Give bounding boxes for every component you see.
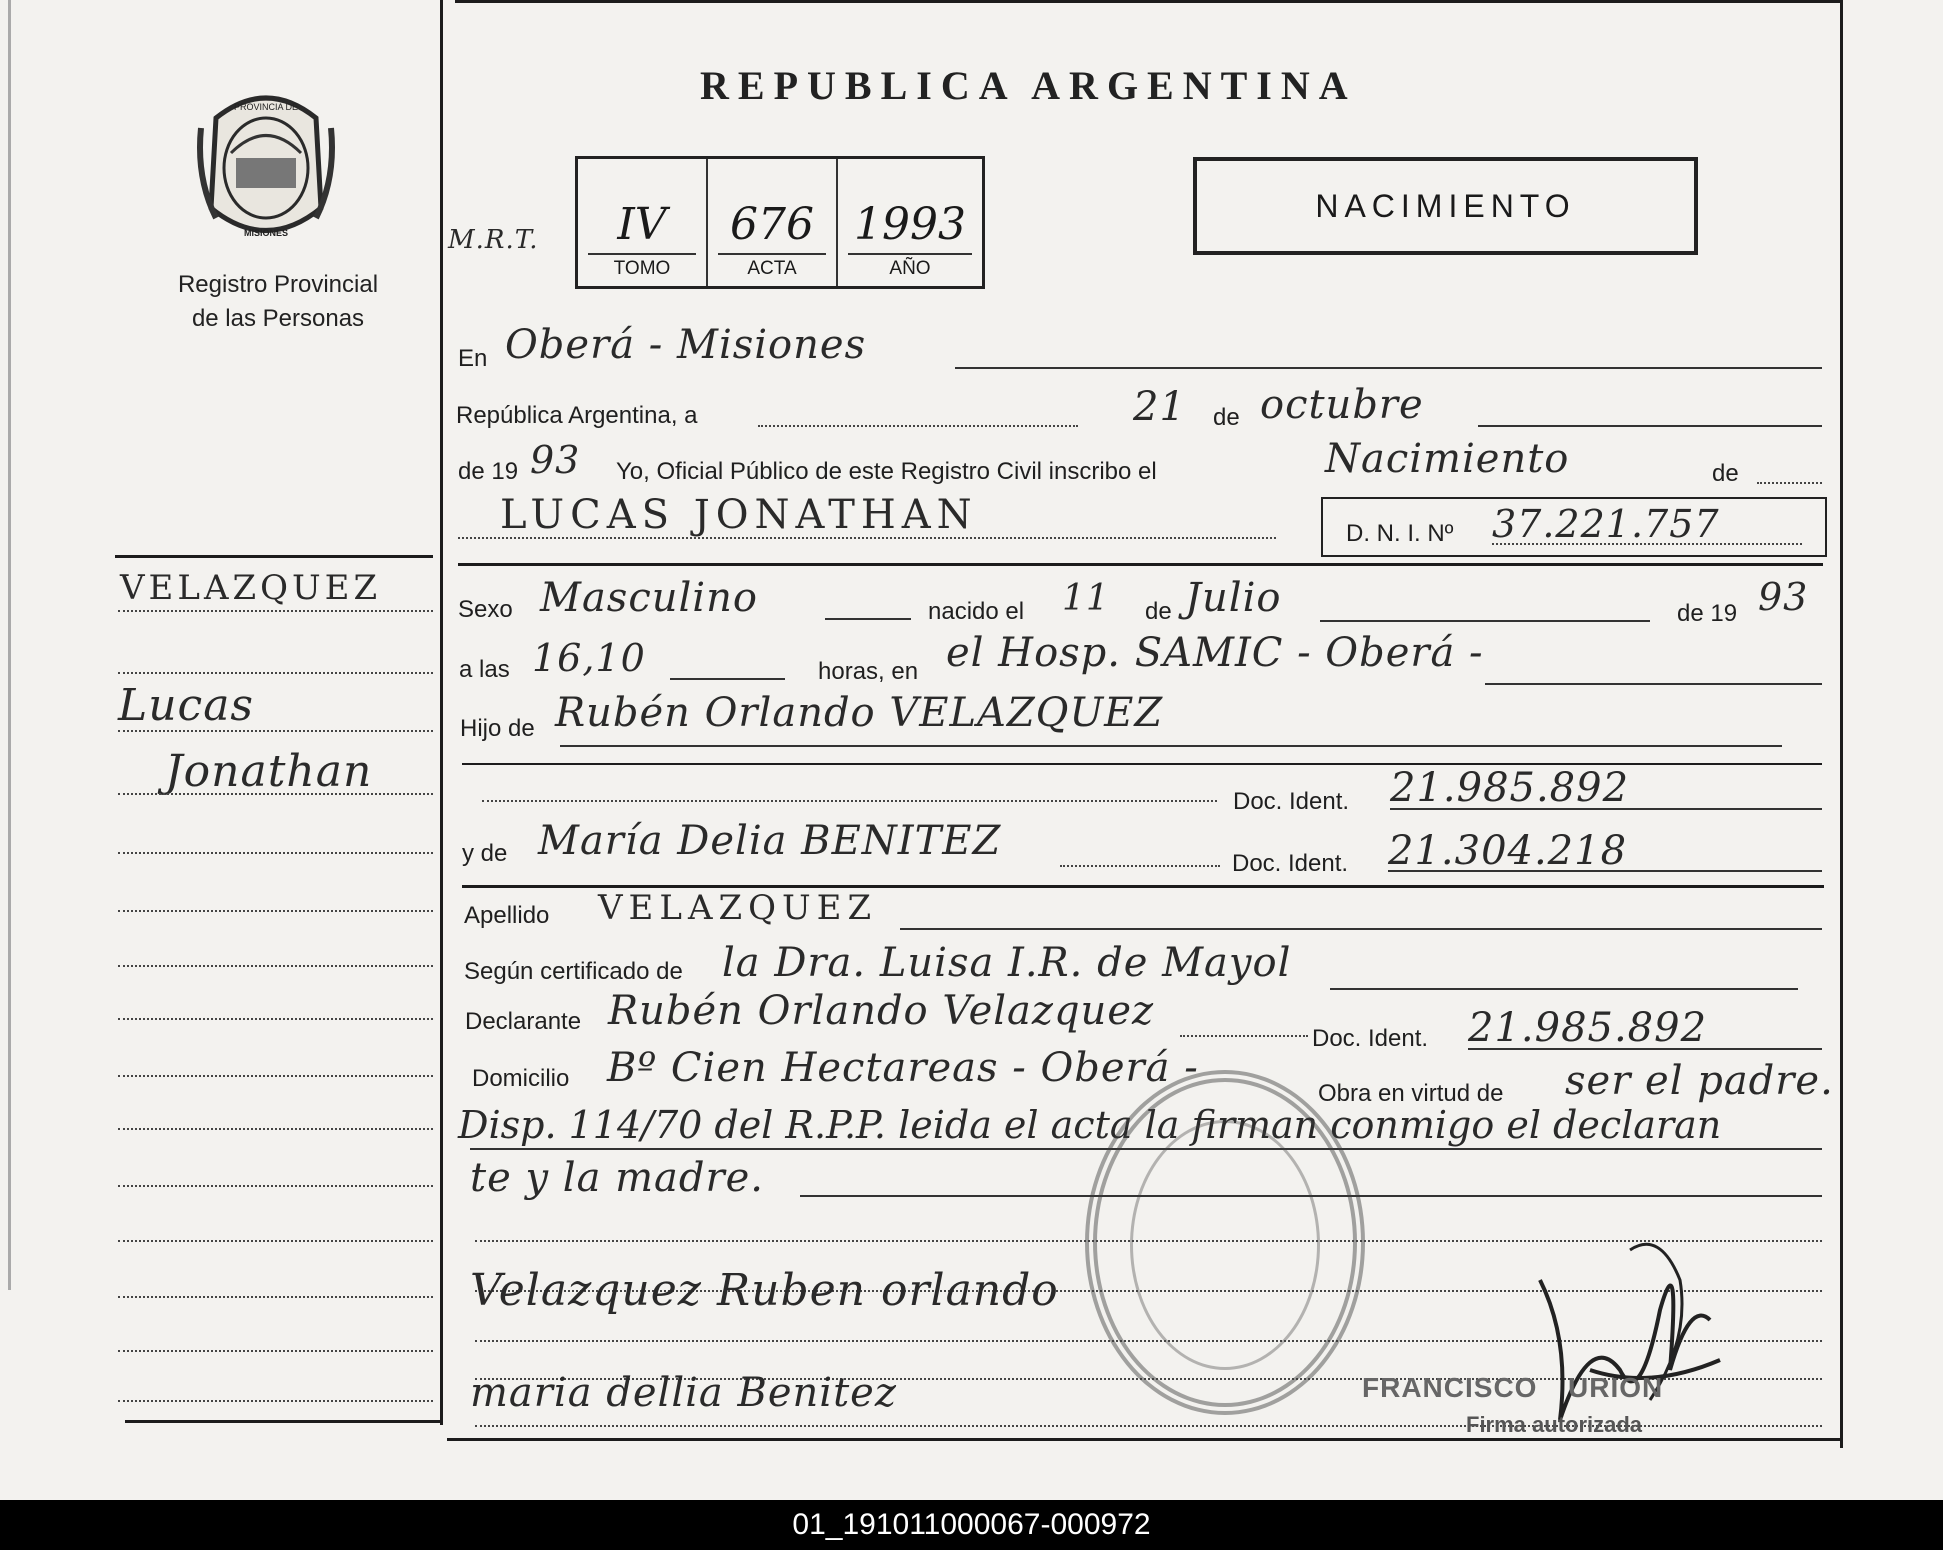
seal-top-text: PROVINCIA DE <box>233 102 299 112</box>
official-first-name: FRANCISCO <box>1362 1372 1538 1403</box>
left-border <box>8 0 11 1290</box>
birth-day-value: 11 <box>1062 578 1110 619</box>
obra-label: Obra en virtud de <box>1318 1080 1504 1107</box>
horas-label: horas, en <box>818 658 919 685</box>
sexo-label: Sexo <box>458 596 513 623</box>
column-divider <box>440 0 443 1425</box>
doc-label-2: Doc. Ident. <box>1232 850 1349 877</box>
seal-bottom-text: MISIONES <box>243 228 289 238</box>
acta-label: ACTA <box>747 258 797 279</box>
acta-value: 676 <box>730 199 814 250</box>
de-label: de <box>1213 404 1240 431</box>
registry-line-2: de las Personas <box>191 305 365 332</box>
dni-label: D. N. I. Nº <box>1346 520 1454 547</box>
margin-given-1: Lucas <box>118 680 255 731</box>
hijo-label: Hijo de <box>460 715 535 742</box>
place-value: Oberá - Misiones <box>505 322 867 368</box>
record-type-box: NACIMIENTO <box>1193 157 1698 255</box>
margin-given-2: Jonathan <box>165 746 373 797</box>
obra-value: ser el padre. <box>1565 1058 1834 1104</box>
father-doc-value: 21.985.892 <box>1390 765 1630 811</box>
mrt-prefix: M.R.T. <box>448 225 539 255</box>
tomo-cell <box>578 159 708 286</box>
day-value: 21 <box>1133 384 1186 430</box>
yde-label: y de <box>462 840 508 867</box>
margin-surname: VELAZQUEZ <box>120 568 382 608</box>
en-label: En <box>458 345 488 372</box>
tomo-value: IV <box>617 199 667 250</box>
country-title: REPUBLICA ARGENTINA <box>700 63 1357 108</box>
stamp-inner-ring <box>1130 1120 1320 1370</box>
year-suffix: 93 <box>530 438 581 482</box>
alas-label: a las <box>459 656 510 683</box>
birth-place-value: el Hosp. SAMIC - Oberá - <box>946 630 1484 676</box>
declarante-label: Declarante <box>465 1008 582 1035</box>
month-value: octubre <box>1260 382 1424 428</box>
sexo-value: Masculino <box>540 575 758 621</box>
domicilio-label: Domicilio <box>472 1065 570 1092</box>
birth-time-value: 16,10 <box>532 636 646 680</box>
top-border <box>455 0 1840 3</box>
certificado-value: la Dra. Luisa I.R. de Mayol <box>722 940 1292 986</box>
declarante-doc-value: 21.985.892 <box>1468 1005 1708 1051</box>
sig-father: Velazquez Ruben orlando <box>470 1265 1059 1316</box>
father-name-value: Rubén Orlando VELAZQUEZ <box>555 690 1164 736</box>
record-number-box <box>575 156 985 289</box>
anio-label: AÑO <box>889 258 931 279</box>
de19-label: de 19 <box>458 458 519 485</box>
firma-label: Firma autorizada <box>1466 1412 1643 1437</box>
provincial-seal-icon <box>196 88 336 243</box>
tomo-label: TOMO <box>613 258 671 279</box>
acta-cell <box>708 159 838 286</box>
apellido-label: Apellido <box>464 902 550 929</box>
apellido-value: VELAZQUEZ <box>598 888 878 928</box>
anio-value: 1993 <box>854 199 966 250</box>
note-line-2: te y la madre. <box>470 1155 765 1201</box>
republica-label: República Argentina, a <box>456 402 698 429</box>
full-name-value: LUCAS JONATHAN <box>500 492 978 538</box>
declarante-value: Rubén Orlando Velazquez <box>608 988 1155 1034</box>
dni-value: 37.221.757 <box>1492 502 1720 546</box>
doc-label-3: Doc. Ident. <box>1312 1025 1429 1052</box>
de-label-3: de <box>1145 598 1172 625</box>
registry-line-1: Registro Provincial <box>177 271 379 298</box>
birth-month-value: Julio <box>1185 575 1282 621</box>
image-code: 01_191011000067-000972 <box>792 1508 1151 1541</box>
birth-year-suffix: 93 <box>1758 575 1809 619</box>
official-last-name: URION <box>1568 1372 1664 1403</box>
note-line-1: Disp. 114/70 del R.P.P. leida el acta la firman conmigo el declaran <box>458 1103 1722 1147</box>
de-label-2: de <box>1712 460 1739 487</box>
anio-cell <box>838 159 982 286</box>
mother-name-value: María Delia BENITEZ <box>538 818 1002 864</box>
yo-text: Yo, Oficial Público de este Registro Civil inscribo el <box>616 458 1157 485</box>
de19-label-2: de 19 <box>1677 600 1738 627</box>
image-code-bar <box>0 1500 1943 1550</box>
right-border <box>1840 0 1843 1448</box>
sig-mother: maria dellia Benitez <box>470 1370 897 1416</box>
domicilio-value: Bº Cien Hectareas - Oberá - <box>607 1045 1199 1091</box>
nacido-label: nacido el <box>928 598 1025 625</box>
mother-doc-value: 21.304.218 <box>1388 828 1628 874</box>
registry-name <box>148 268 408 336</box>
act-kind-value: Nacimiento <box>1325 436 1570 482</box>
certificado-label: Según certificado de <box>464 958 683 985</box>
doc-label-1: Doc. Ident. <box>1233 788 1350 815</box>
